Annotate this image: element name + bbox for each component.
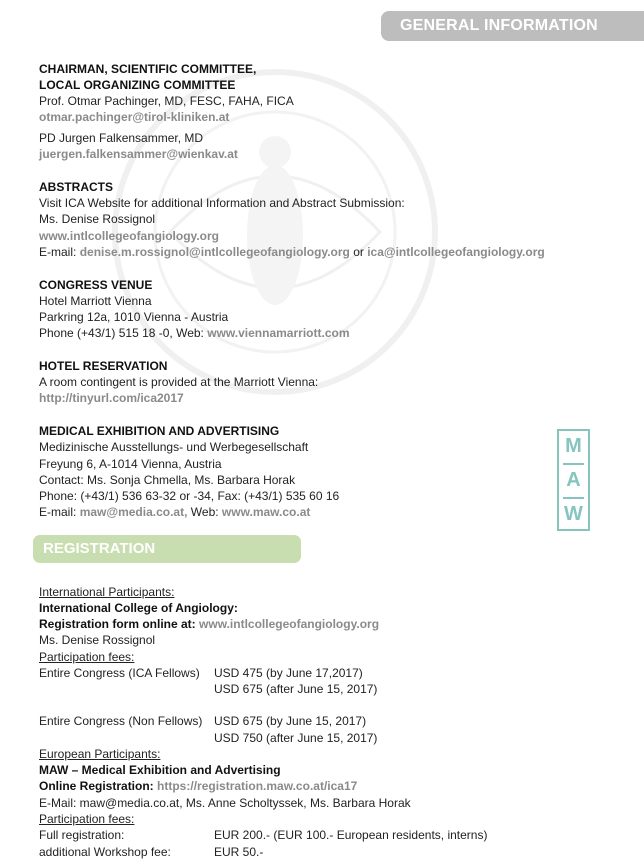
intl-contact: Ms. Denise Rossignol: [39, 633, 156, 647]
chairman-email-1[interactable]: otmar.pachinger@tirol-kliniken.at: [39, 110, 230, 124]
nonfellows-fee-2: USD 750 (after June 15, 2017): [214, 731, 378, 745]
venue-address: Parkring 12a, 1010 Vienna - Austria: [39, 310, 229, 324]
venue-heading: CONGRESS VENUE: [39, 278, 153, 292]
abstracts-heading: ABSTRACTS: [39, 180, 113, 194]
fellows-label: Entire Congress (ICA Fellows): [39, 666, 200, 680]
or-text: or: [353, 245, 364, 259]
maw-letter-a: A: [566, 469, 581, 491]
exhibition-company: Medizinische Ausstellungs- und Werbegesellschaft: [39, 440, 309, 454]
exhibition-phone: Phone: (+43/1) 536 63-32 or -34, Fax: (+43/1) 535 60 16: [39, 489, 340, 503]
intl-org: International College of Angiology:: [39, 601, 238, 615]
exhibition-heading: MEDICAL EXHIBITION AND ADVERTISING: [39, 424, 280, 438]
chairman-person-1: Prof. Otmar Pachinger, MD, FESC, FAHA, FICA: [39, 94, 294, 108]
hotel-heading: HOTEL RESERVATION: [39, 359, 168, 373]
exhibition-web-link[interactable]: www.maw.co.at: [221, 505, 311, 519]
maw-logo: [557, 429, 590, 531]
venue-phone-line: [39, 325, 350, 341]
abstracts-email-line: [39, 244, 545, 260]
web-label: Web:: [190, 505, 219, 519]
section-header-general-information: GENERAL INFORMATION: [381, 11, 644, 41]
abstracts-contact: Ms. Denise Rossignol: [39, 212, 156, 226]
registration-form-link[interactable]: www.intlcollegeofangiology.org: [199, 617, 380, 631]
abstracts-website-link[interactable]: www.intlcollegeofangiology.org: [39, 229, 219, 243]
workshop-fee: EUR 50.-: [214, 845, 264, 859]
full-registration-fee: EUR 200.- (EUR 100.- European residents, interns): [214, 828, 488, 842]
venue-name: Hotel Marriott Vienna: [39, 294, 152, 308]
eu-fees-label: Participation fees:: [39, 812, 135, 826]
online-label: Online Registration:: [39, 779, 154, 793]
abstracts-email-link-1[interactable]: denise.m.rossignol@intlcollegeofangiology.org: [79, 245, 350, 259]
intl-fees-label: Participation fees:: [39, 650, 135, 664]
email-label: E-mail:: [39, 505, 77, 519]
chairman-person-2: PD Jurgen Falkensammer, MD: [39, 131, 204, 145]
form-label: Registration form online at:: [39, 617, 196, 631]
eu-participants-label: European Participants:: [39, 747, 161, 761]
workshop-fee-label: additional Workshop fee:: [39, 845, 171, 859]
hotel-link[interactable]: http://tinyurl.com/ica2017: [39, 391, 184, 405]
maw-letter-m: M: [565, 435, 582, 457]
intl-participants-label: International Participants:: [39, 585, 175, 599]
venue-web-link[interactable]: www.viennamarriott.com: [207, 326, 350, 340]
abstracts-email-link-2[interactable]: ica@intlcollegeofangiology.org: [367, 245, 545, 259]
abstracts-info: Visit ICA Website for additional Information and Abstract Submission:: [39, 196, 405, 210]
nonfellows-label: Entire Congress (Non Fellows): [39, 714, 203, 728]
exhibition-contact: Contact: Ms. Sonja Chmella, Ms. Barbara Horak: [39, 473, 296, 487]
hotel-info: A room contingent is provided at the Marriott Vienna:: [39, 375, 319, 389]
exhibition-email-link[interactable]: maw@media.co.at,: [79, 505, 188, 519]
maw-letter-w: W: [564, 503, 583, 525]
email-label: E-mail:: [39, 245, 77, 259]
chairman-heading-2: LOCAL ORGANIZING COMMITTEE: [39, 78, 236, 92]
venue-phone: Phone (+43/1) 515 18 -0, Web:: [39, 326, 204, 340]
full-registration-label: Full registration:: [39, 828, 125, 842]
eu-email: E-Mail: maw@media.co.at, Ms. Anne Scholtyssek, Ms. Barbara Horak: [39, 796, 411, 810]
exhibition-email-line: [39, 504, 310, 520]
registration-form-line: [39, 616, 379, 632]
exhibition-address: Freyung 6, A-1014 Vienna, Austria: [39, 457, 222, 471]
fellows-fee-1: USD 475 (by June 17,2017): [214, 666, 363, 680]
online-registration-line: [39, 778, 357, 794]
eu-org: MAW – Medical Exhibition and Advertising: [39, 763, 281, 777]
chairman-heading-1: CHAIRMAN, SCIENTIFIC COMMITTEE,: [39, 62, 257, 76]
section-header-registration: REGISTRATION: [33, 535, 301, 563]
nonfellows-fee-1: USD 675 (by June 15, 2017): [214, 714, 367, 728]
chairman-email-2[interactable]: juergen.falkensammer@wienkav.at: [39, 147, 238, 161]
fellows-fee-2: USD 675 (after June 15, 2017): [214, 682, 378, 696]
online-registration-link[interactable]: https://registration.maw.co.at/ica17: [157, 779, 358, 793]
